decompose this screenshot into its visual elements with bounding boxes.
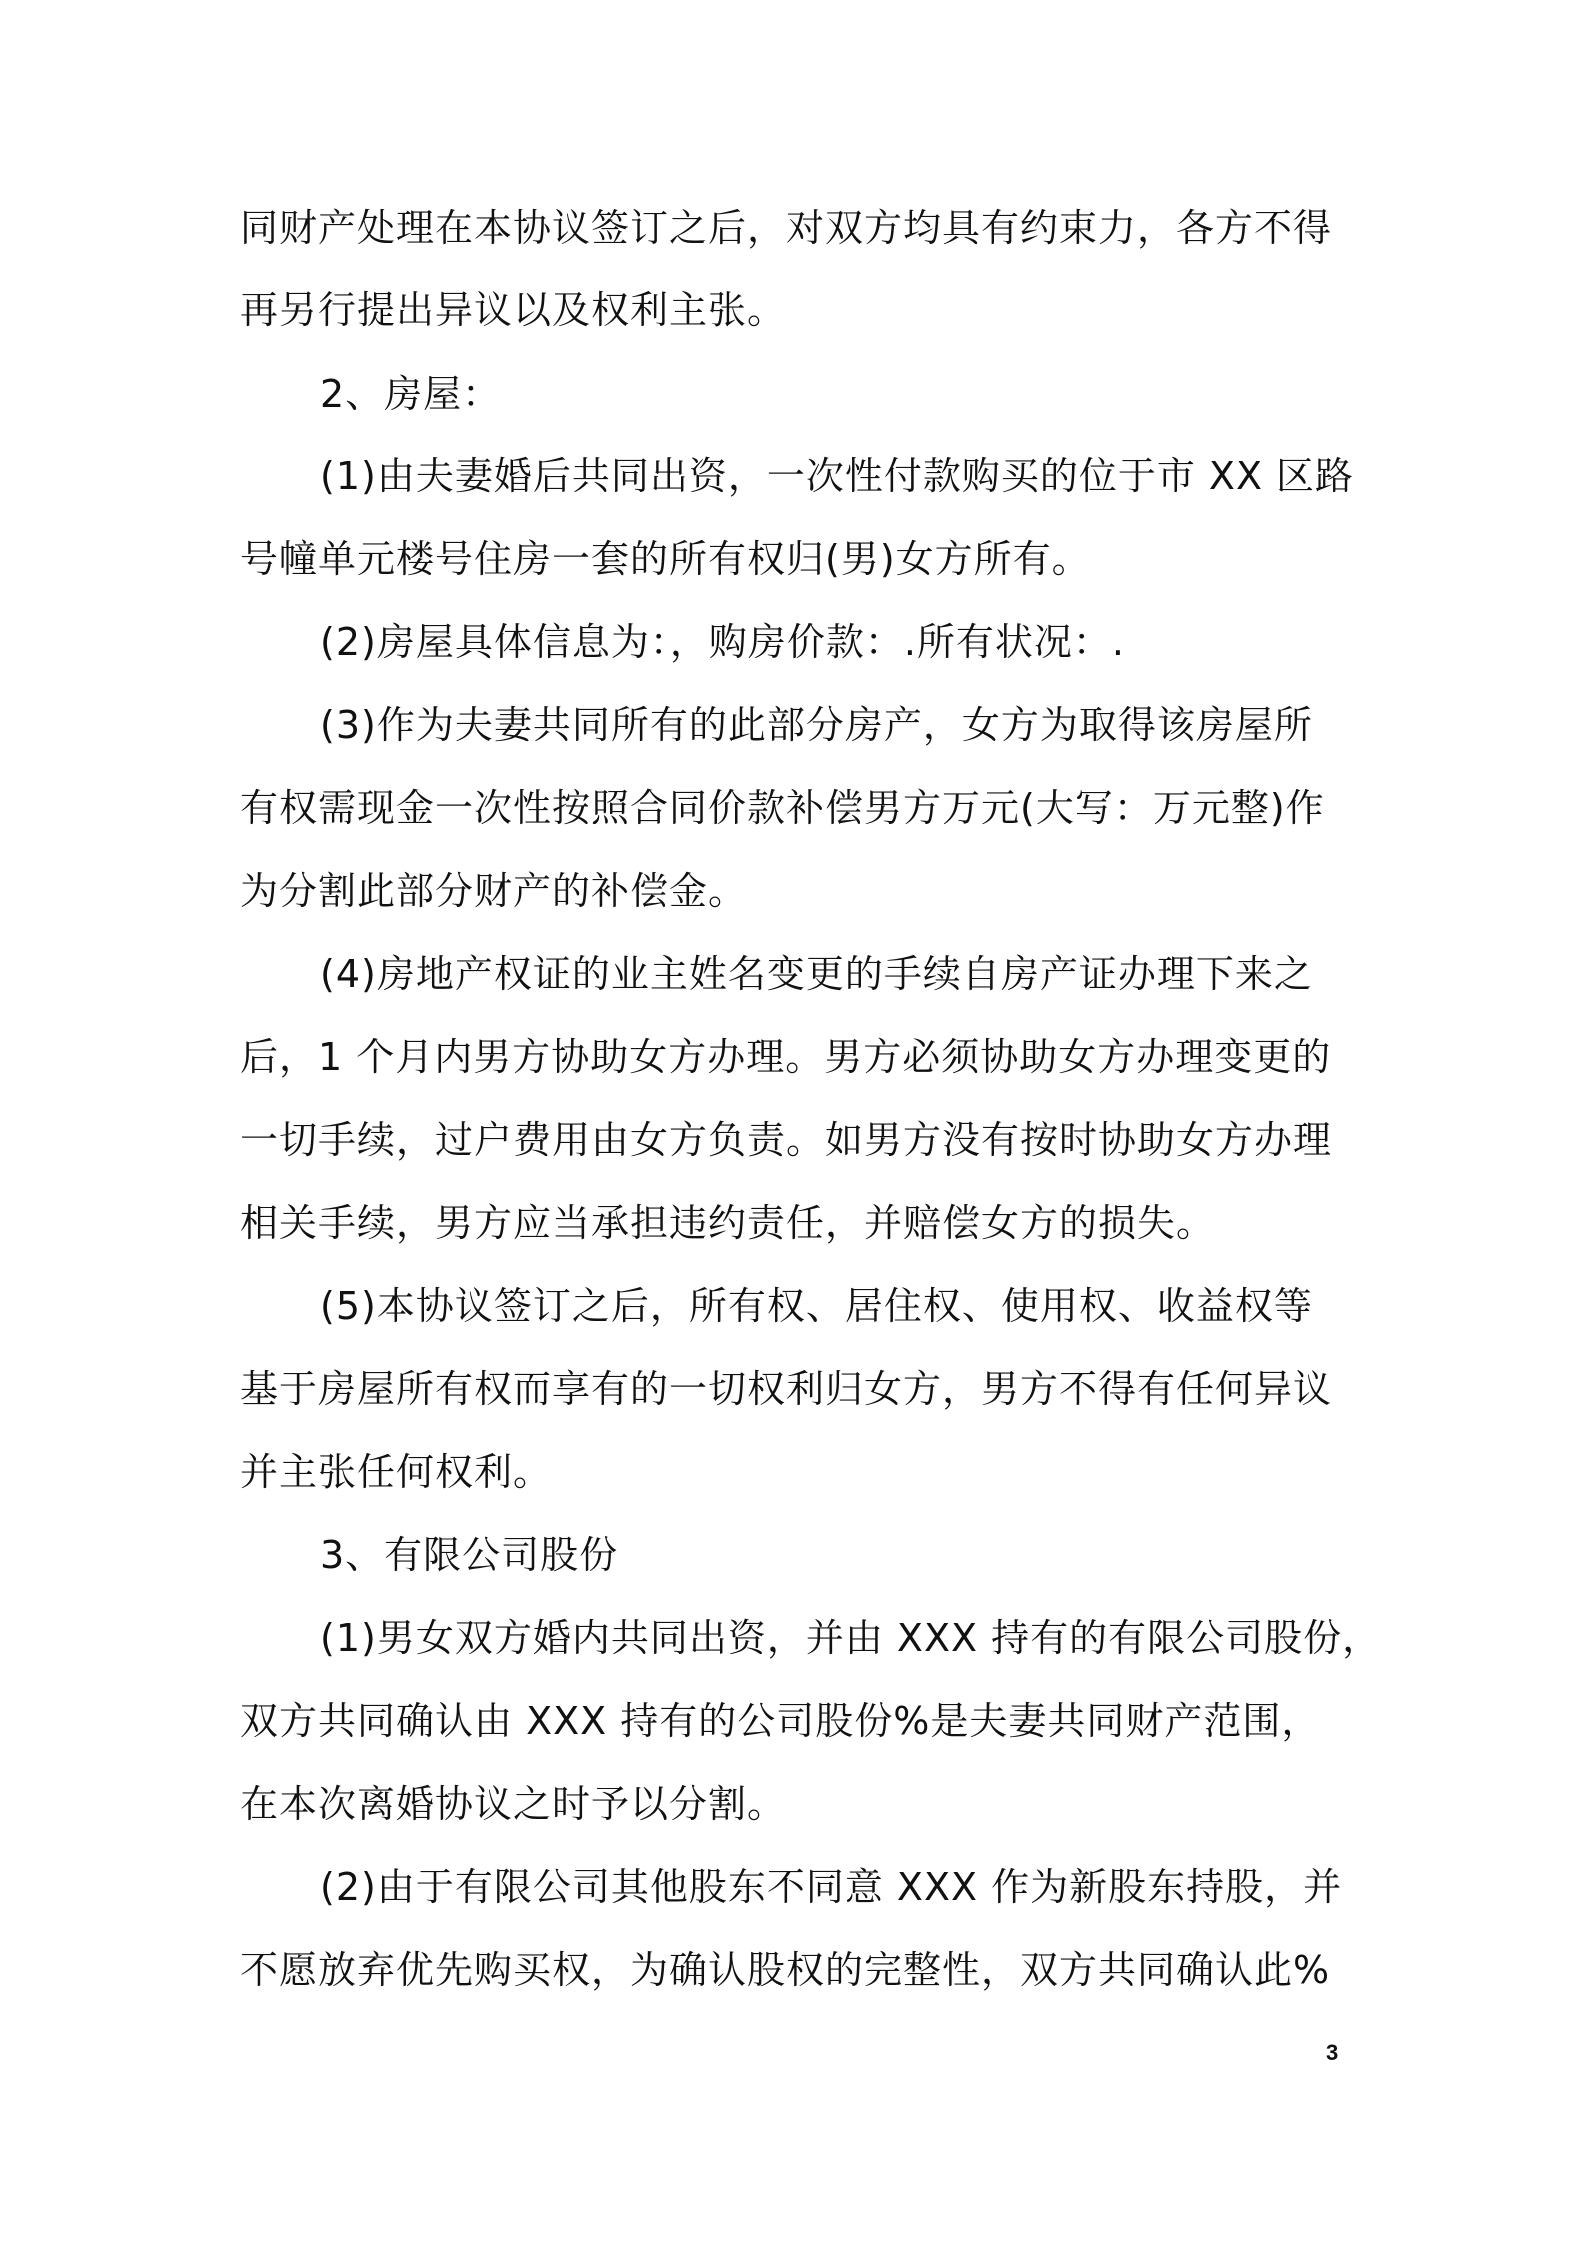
text-line: 一切手续，过户费用由女方负责。如男方没有按时协助女方办理 [240, 1118, 1333, 1162]
text-line: 相关手续，男方应当承担违约责任，并赔偿女方的损失。 [240, 1201, 1216, 1245]
text-line: 有权需现金一次性按照合同价款补偿男方万元(大写：万元整)作 [240, 786, 1325, 830]
text-line: 双方共同确认由 XXX 持有的公司股份%是夫妻共同财产范围， [240, 1699, 1321, 1743]
text-line: (3)作为夫妻共同所有的此部分房产，女方为取得该房屋所 [320, 703, 1313, 747]
section-heading: 3、有限公司股份 [320, 1533, 619, 1577]
text-line: (2)房屋具体信息为：，购房价款：.所有状况：. [320, 620, 1125, 664]
text-line: 号幢单元楼号住房一套的所有权归(男)女方所有。 [240, 537, 1091, 581]
text-line: (5)本协议签订之后，所有权、居住权、使用权、收益权等 [320, 1284, 1313, 1328]
page-number: 3 [1326, 2040, 1339, 2065]
text-line: (1)由夫妻婚后共同出资，一次性付款购买的位于市 XX 区路 [320, 454, 1355, 498]
text-line: 为分割此部分财产的补偿金。 [240, 869, 748, 913]
text-line: 后，1 个月内男方协助女方办理。男方必须协助女方办理变更的 [240, 1035, 1332, 1079]
text-line: 在本次离婚协议之时予以分割。 [240, 1782, 787, 1826]
section-heading: 2、房屋： [320, 372, 502, 416]
text-line: 不愿放弃优先购买权，为确认股权的完整性，双方共同确认此% [240, 1948, 1331, 1992]
text-line: (4)房地产权证的业主姓名变更的手续自房产证办理下来之 [320, 952, 1313, 996]
text-line: (1)男女双方婚内共同出资，并由 XXX 持有的有限公司股份， [320, 1616, 1382, 1660]
text-line: 并主张任何权利。 [240, 1450, 553, 1494]
text-line: (2)由于有限公司其他股东不同意 XXX 作为新股东持股，并 [320, 1865, 1343, 1909]
text-line: 同财产处理在本协议签订之后，对双方均具有约束力，各方不得 [240, 206, 1333, 250]
text-line: 再另行提出异议以及权利主张。 [240, 288, 787, 332]
text-line: 基于房屋所有权而享有的一切权利归女方，男方不得有任何异议 [240, 1367, 1333, 1411]
